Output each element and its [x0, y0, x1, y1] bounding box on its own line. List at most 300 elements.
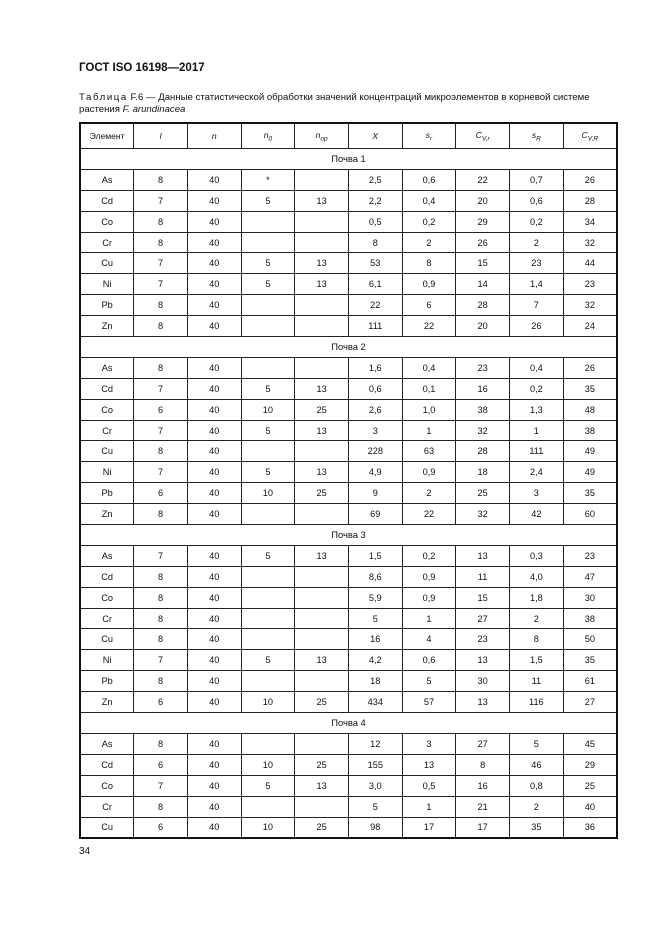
value-cell: 40	[187, 796, 241, 817]
value-cell: 40	[187, 733, 241, 754]
value-cell: 2	[510, 796, 564, 817]
value-cell: 5,9	[348, 587, 402, 608]
value-cell: 6	[134, 399, 188, 420]
column-header-subscript: R	[536, 135, 541, 143]
value-cell: 8	[134, 211, 188, 232]
value-cell: 40	[187, 274, 241, 295]
value-cell: 5	[510, 733, 564, 754]
value-cell: 26	[510, 316, 564, 337]
value-cell: 8	[510, 629, 564, 650]
caption-text: F.6 — Данные статистической обработки значений концентраций микроэлементов в корневой системе растения	[79, 92, 590, 115]
value-cell: 16	[456, 775, 510, 796]
value-cell: 0,2	[510, 211, 564, 232]
value-cell: 8	[134, 357, 188, 378]
element-cell: Cd	[80, 754, 134, 775]
element-cell: Co	[80, 399, 134, 420]
value-cell: 17	[456, 817, 510, 838]
value-cell: 12	[348, 733, 402, 754]
table-row	[80, 357, 617, 378]
table-row	[80, 504, 617, 525]
value-cell: 0,9	[402, 462, 456, 483]
value-cell: 40	[187, 253, 241, 274]
value-cell: 48	[563, 399, 617, 420]
value-cell: 5	[348, 796, 402, 817]
element-cell: As	[80, 733, 134, 754]
value-cell: 20	[456, 316, 510, 337]
table-row	[80, 274, 617, 295]
value-cell	[241, 357, 295, 378]
value-cell: 10	[241, 754, 295, 775]
value-cell: 1,3	[510, 399, 564, 420]
section-row	[80, 525, 617, 546]
value-cell	[295, 504, 349, 525]
column-header-label: s	[425, 129, 431, 140]
value-cell: 2,6	[348, 399, 402, 420]
value-cell: 10	[241, 399, 295, 420]
value-cell: 228	[348, 441, 402, 462]
value-cell: 7	[510, 295, 564, 316]
column-header-subscript: V,R	[587, 135, 599, 143]
column-header-subscript: r	[430, 135, 433, 143]
value-cell: 13	[402, 754, 456, 775]
column-header-subscript: 0	[268, 135, 273, 143]
table-row	[80, 232, 617, 253]
value-cell: 8	[402, 253, 456, 274]
value-cell: 13	[295, 274, 349, 295]
value-cell: 24	[563, 316, 617, 337]
value-cell: 26	[563, 169, 617, 190]
element-cell: Cu	[80, 629, 134, 650]
table-row	[80, 462, 617, 483]
value-cell: 7	[134, 545, 188, 566]
value-cell: 5	[241, 253, 295, 274]
value-cell: 32	[563, 295, 617, 316]
value-cell	[241, 295, 295, 316]
element-cell: Cu	[80, 253, 134, 274]
table-row	[80, 483, 617, 504]
value-cell: 8	[134, 608, 188, 629]
value-cell	[241, 796, 295, 817]
value-cell: 6	[134, 754, 188, 775]
value-cell: 11	[510, 671, 564, 692]
value-cell	[241, 629, 295, 650]
value-cell: 40	[187, 211, 241, 232]
value-cell: 5	[241, 775, 295, 796]
table-row	[80, 295, 617, 316]
value-cell: 7	[134, 420, 188, 441]
value-cell: 0,1	[402, 378, 456, 399]
value-cell	[295, 566, 349, 587]
column-header-label: n	[263, 129, 269, 140]
value-cell: 8	[134, 504, 188, 525]
value-cell: 63	[402, 441, 456, 462]
value-cell: 22	[402, 504, 456, 525]
value-cell	[241, 671, 295, 692]
column-header	[241, 123, 295, 149]
table-row	[80, 754, 617, 775]
value-cell	[295, 232, 349, 253]
value-cell: 10	[241, 817, 295, 838]
value-cell: 57	[402, 692, 456, 713]
page-number: 34	[79, 846, 91, 857]
value-cell: 155	[348, 754, 402, 775]
value-cell: 0,9	[402, 566, 456, 587]
value-cell: 29	[563, 754, 617, 775]
value-cell: 36	[563, 817, 617, 838]
value-cell: 5	[241, 650, 295, 671]
value-cell: 98	[348, 817, 402, 838]
value-cell: 40	[187, 504, 241, 525]
value-cell: 32	[456, 504, 510, 525]
value-cell	[241, 733, 295, 754]
value-cell: 11	[456, 566, 510, 587]
value-cell: 5	[241, 378, 295, 399]
value-cell: 22	[402, 316, 456, 337]
value-cell: 40	[187, 169, 241, 190]
value-cell: 6	[134, 817, 188, 838]
element-cell: Cr	[80, 420, 134, 441]
value-cell: 13	[295, 775, 349, 796]
value-cell: 0,6	[402, 169, 456, 190]
value-cell: 5	[241, 420, 295, 441]
value-cell: 34	[563, 211, 617, 232]
value-cell: 1	[402, 796, 456, 817]
value-cell: 38	[563, 420, 617, 441]
element-cell: Pb	[80, 671, 134, 692]
element-cell: Ni	[80, 462, 134, 483]
value-cell: 0,2	[510, 378, 564, 399]
value-cell	[295, 608, 349, 629]
value-cell: 13	[295, 253, 349, 274]
column-header	[456, 123, 510, 149]
value-cell: 8	[134, 587, 188, 608]
value-cell	[295, 629, 349, 650]
value-cell: 0,4	[402, 190, 456, 211]
value-cell: 0,9	[402, 587, 456, 608]
element-cell: Cr	[80, 232, 134, 253]
value-cell: 8	[134, 316, 188, 337]
value-cell: 40	[187, 232, 241, 253]
section-row	[80, 713, 617, 734]
value-cell	[241, 316, 295, 337]
value-cell: 0,8	[510, 775, 564, 796]
column-header	[134, 123, 188, 149]
value-cell: 6	[402, 295, 456, 316]
element-cell: Cd	[80, 566, 134, 587]
value-cell: 13	[456, 545, 510, 566]
value-cell: 61	[563, 671, 617, 692]
element-cell: Co	[80, 587, 134, 608]
value-cell: 17	[402, 817, 456, 838]
table-caption	[79, 92, 619, 116]
value-cell	[295, 671, 349, 692]
value-cell: 69	[348, 504, 402, 525]
value-cell: 23	[563, 274, 617, 295]
value-cell: 8	[134, 733, 188, 754]
value-cell: 23	[456, 357, 510, 378]
value-cell: 50	[563, 629, 617, 650]
column-header	[510, 123, 564, 149]
column-header	[187, 123, 241, 149]
value-cell: 7	[134, 775, 188, 796]
value-cell: 32	[456, 420, 510, 441]
element-cell: As	[80, 545, 134, 566]
value-cell: 30	[456, 671, 510, 692]
table-row	[80, 775, 617, 796]
column-header-label: C	[581, 129, 588, 140]
value-cell: 3	[510, 483, 564, 504]
element-cell: Ni	[80, 650, 134, 671]
value-cell: 40	[187, 587, 241, 608]
value-cell: 27	[456, 608, 510, 629]
value-cell: 1,4	[510, 274, 564, 295]
value-cell: 18	[456, 462, 510, 483]
section-row	[80, 337, 617, 358]
column-header	[348, 123, 402, 149]
value-cell: 27	[563, 692, 617, 713]
column-header	[80, 123, 134, 149]
value-cell: 6	[134, 483, 188, 504]
value-cell: 38	[456, 399, 510, 420]
value-cell: 7	[134, 462, 188, 483]
statistics-table	[79, 122, 618, 839]
table-row	[80, 441, 617, 462]
value-cell: 111	[348, 316, 402, 337]
value-cell: 15	[456, 253, 510, 274]
column-header-subscript: V,r	[481, 135, 490, 143]
value-cell: 40	[187, 190, 241, 211]
value-cell: 0,6	[402, 650, 456, 671]
value-cell: 13	[456, 692, 510, 713]
column-header	[402, 123, 456, 149]
section-title: Почва 3	[80, 525, 617, 546]
value-cell: 27	[456, 733, 510, 754]
value-cell: 25	[295, 483, 349, 504]
value-cell: 5	[241, 274, 295, 295]
value-cell: 25	[456, 483, 510, 504]
table-row	[80, 169, 617, 190]
table-row	[80, 692, 617, 713]
value-cell: 40	[187, 462, 241, 483]
column-header	[295, 123, 349, 149]
column-header-label: n	[315, 129, 321, 140]
value-cell: 26	[456, 232, 510, 253]
value-cell: 1	[402, 420, 456, 441]
value-cell: 5	[241, 462, 295, 483]
value-cell: 10	[241, 483, 295, 504]
table-row	[80, 399, 617, 420]
element-cell: As	[80, 169, 134, 190]
value-cell: 8	[134, 232, 188, 253]
section-row	[80, 149, 617, 170]
table-row	[80, 650, 617, 671]
value-cell	[295, 796, 349, 817]
value-cell: 22	[348, 295, 402, 316]
value-cell: 5	[402, 671, 456, 692]
value-cell: 3	[348, 420, 402, 441]
value-cell: 40	[187, 483, 241, 504]
value-cell: 8	[134, 566, 188, 587]
value-cell: 0,5	[348, 211, 402, 232]
value-cell: 0,5	[402, 775, 456, 796]
value-cell: 26	[563, 357, 617, 378]
value-cell: 13	[295, 545, 349, 566]
value-cell: *	[241, 169, 295, 190]
element-cell: Co	[80, 211, 134, 232]
element-cell: As	[80, 357, 134, 378]
value-cell: 32	[563, 232, 617, 253]
value-cell: 7	[134, 190, 188, 211]
value-cell: 53	[348, 253, 402, 274]
value-cell	[241, 232, 295, 253]
value-cell: 25	[295, 754, 349, 775]
value-cell: 0,6	[510, 190, 564, 211]
value-cell: 38	[563, 608, 617, 629]
value-cell: 0,3	[510, 545, 564, 566]
value-cell: 49	[563, 441, 617, 462]
value-cell: 40	[187, 608, 241, 629]
column-header-label: n	[211, 131, 217, 141]
value-cell: 25	[295, 399, 349, 420]
value-cell: 0,7	[510, 169, 564, 190]
column-header-label: s	[531, 129, 537, 140]
value-cell: 2	[510, 608, 564, 629]
value-cell: 28	[456, 295, 510, 316]
caption-species: F. arundinacea	[122, 104, 186, 115]
value-cell: 40	[187, 316, 241, 337]
value-cell: 8	[348, 232, 402, 253]
value-cell: 42	[510, 504, 564, 525]
table-row	[80, 733, 617, 754]
value-cell: 23	[510, 253, 564, 274]
value-cell: 16	[456, 378, 510, 399]
column-header	[563, 123, 617, 149]
column-header-label: X	[372, 131, 379, 141]
section-title: Почва 2	[80, 337, 617, 358]
value-cell: 0,4	[510, 357, 564, 378]
value-cell: 20	[456, 190, 510, 211]
element-cell: Zn	[80, 692, 134, 713]
element-cell: Co	[80, 775, 134, 796]
element-cell: Cd	[80, 190, 134, 211]
value-cell: 15	[456, 587, 510, 608]
value-cell: 1,8	[510, 587, 564, 608]
value-cell: 0,6	[348, 378, 402, 399]
value-cell: 40	[187, 754, 241, 775]
table-row	[80, 608, 617, 629]
value-cell: 13	[295, 462, 349, 483]
value-cell	[241, 566, 295, 587]
value-cell: 5	[241, 190, 295, 211]
column-header-subscript: op	[320, 135, 328, 143]
value-cell: 40	[187, 629, 241, 650]
value-cell: 13	[456, 650, 510, 671]
value-cell: 7	[134, 378, 188, 399]
value-cell: 40	[187, 378, 241, 399]
value-cell: 434	[348, 692, 402, 713]
table-row	[80, 629, 617, 650]
document-title: ГОСТ ISO 16198—2017	[79, 62, 205, 74]
value-cell: 40	[563, 796, 617, 817]
element-cell: Ni	[80, 274, 134, 295]
value-cell	[295, 169, 349, 190]
value-cell: 16	[348, 629, 402, 650]
value-cell: 8	[134, 169, 188, 190]
value-cell: 30	[563, 587, 617, 608]
table-row	[80, 545, 617, 566]
value-cell: 13	[295, 378, 349, 399]
table-row	[80, 211, 617, 232]
value-cell: 45	[563, 733, 617, 754]
value-cell: 35	[563, 378, 617, 399]
value-cell: 10	[241, 692, 295, 713]
value-cell: 3	[402, 733, 456, 754]
value-cell: 3,0	[348, 775, 402, 796]
table-row	[80, 587, 617, 608]
table-row	[80, 253, 617, 274]
value-cell: 2	[402, 232, 456, 253]
value-cell: 23	[563, 545, 617, 566]
value-cell: 8,6	[348, 566, 402, 587]
value-cell: 9	[348, 483, 402, 504]
section-title: Почва 1	[80, 149, 617, 170]
value-cell	[241, 504, 295, 525]
value-cell: 40	[187, 671, 241, 692]
value-cell: 21	[456, 796, 510, 817]
value-cell	[295, 211, 349, 232]
column-header-label: C	[475, 129, 482, 140]
value-cell: 1,5	[348, 545, 402, 566]
value-cell: 8	[134, 629, 188, 650]
value-cell: 47	[563, 566, 617, 587]
value-cell	[295, 733, 349, 754]
value-cell: 40	[187, 650, 241, 671]
value-cell: 22	[456, 169, 510, 190]
value-cell: 13	[295, 650, 349, 671]
value-cell: 6	[134, 692, 188, 713]
value-cell: 2,4	[510, 462, 564, 483]
table-row	[80, 190, 617, 211]
value-cell: 40	[187, 399, 241, 420]
value-cell: 0,2	[402, 211, 456, 232]
value-cell: 8	[134, 671, 188, 692]
value-cell: 28	[456, 441, 510, 462]
value-cell: 8	[134, 796, 188, 817]
value-cell: 7	[134, 274, 188, 295]
column-header-label: l	[159, 131, 162, 141]
value-cell	[241, 587, 295, 608]
value-cell: 40	[187, 420, 241, 441]
value-cell: 7	[134, 650, 188, 671]
value-cell: 25	[563, 775, 617, 796]
value-cell: 1,5	[510, 650, 564, 671]
value-cell: 13	[295, 420, 349, 441]
value-cell: 1	[402, 608, 456, 629]
value-cell: 5	[348, 608, 402, 629]
value-cell: 40	[187, 566, 241, 587]
element-cell: Zn	[80, 316, 134, 337]
value-cell: 116	[510, 692, 564, 713]
value-cell: 4,0	[510, 566, 564, 587]
caption-label: Таблица	[79, 92, 128, 103]
value-cell: 8	[134, 441, 188, 462]
column-header-label: Элемент	[89, 131, 125, 141]
value-cell: 0,4	[402, 357, 456, 378]
value-cell	[295, 587, 349, 608]
value-cell: 0,2	[402, 545, 456, 566]
value-cell: 40	[187, 441, 241, 462]
value-cell	[241, 608, 295, 629]
